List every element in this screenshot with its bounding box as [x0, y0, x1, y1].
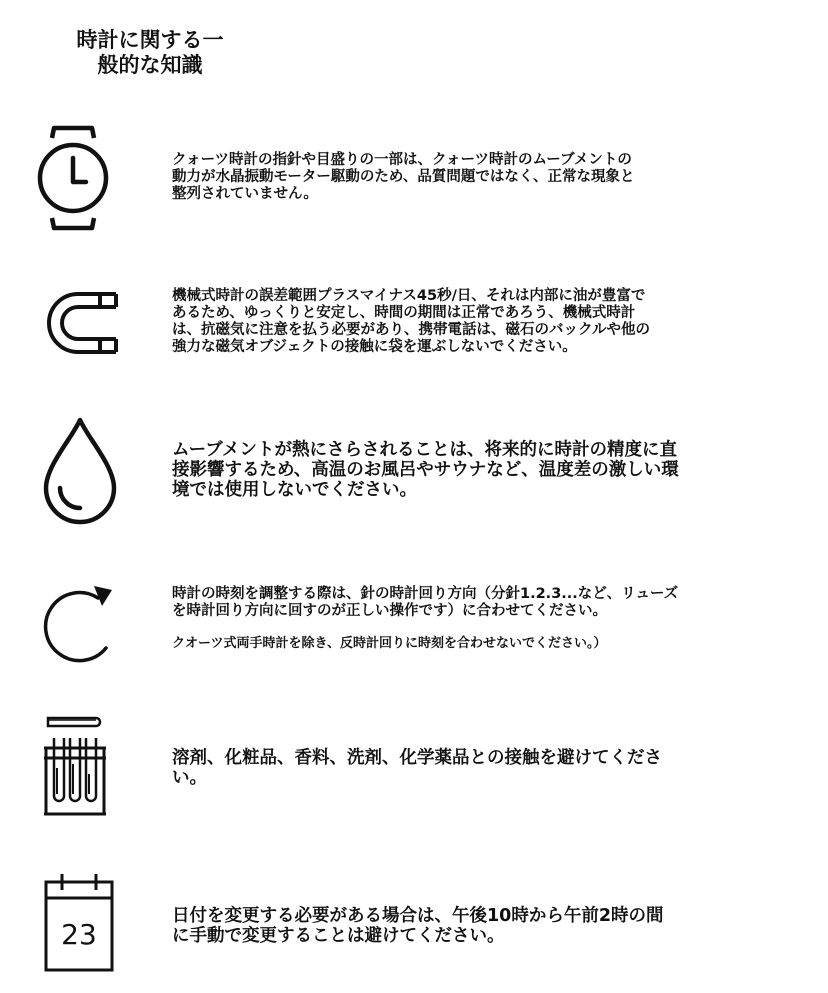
calendar-day-number: 23	[61, 918, 97, 951]
water-drop-icon	[42, 416, 118, 526]
page-title	[40, 28, 260, 78]
clockwise-arrow-icon	[42, 578, 118, 668]
info-text: 時計の時刻を調整する際は、針の時計回り方向（分針1.2.3...など、リューズ を時計回り方向に回すのが正しい操作です）に合わせてください。	[172, 586, 679, 619]
info-text: 溶剤、化粧品、香料、洗剤、化学薬品との接触を避けてくださ い。	[172, 748, 662, 788]
page-title-line-2: 般的な知識	[97, 53, 203, 77]
page-title-line-1: 時計に関する一	[76, 28, 224, 52]
info-text: ムーブメントが熱にさらされることは、将来的に時計の精度に直 接影響するため、高温のお風呂やサウナなど、温度差の激しい環 境では使用しないでください。	[172, 440, 679, 500]
test-tubes-icon	[42, 714, 108, 818]
info-note: クオーツ式両手時計を除き、反時計回りに時刻を合わせないでください。）	[172, 636, 607, 651]
calendar-icon	[44, 872, 114, 972]
magnet-icon	[44, 290, 118, 354]
watch-icon	[38, 124, 108, 232]
info-text: クォーツ時計の指針や目盛りの一部は、クォーツ時計のムーブメントの 動力が水晶振動モーター駆動のため、品質問題ではなく、正常な現象と 整列されていません。	[172, 152, 635, 202]
info-text: 日付を変更する必要がある場合は、午後10時から午前2時の間 に手動で変更することは避けてください。	[172, 906, 664, 946]
info-text: 機械式時計の誤差範囲プラスマイナス45秒/日、それは内部に油が豊富で あるため、ゆっくりと安定し、時間の期間は正常であろう、機械式時計 は、抗磁気に注意を払う必要があり、携帯電話は、磁石のバックルや他の 強力な磁気オブジェクトの接触に袋を運ぶしないでください。	[172, 288, 651, 355]
